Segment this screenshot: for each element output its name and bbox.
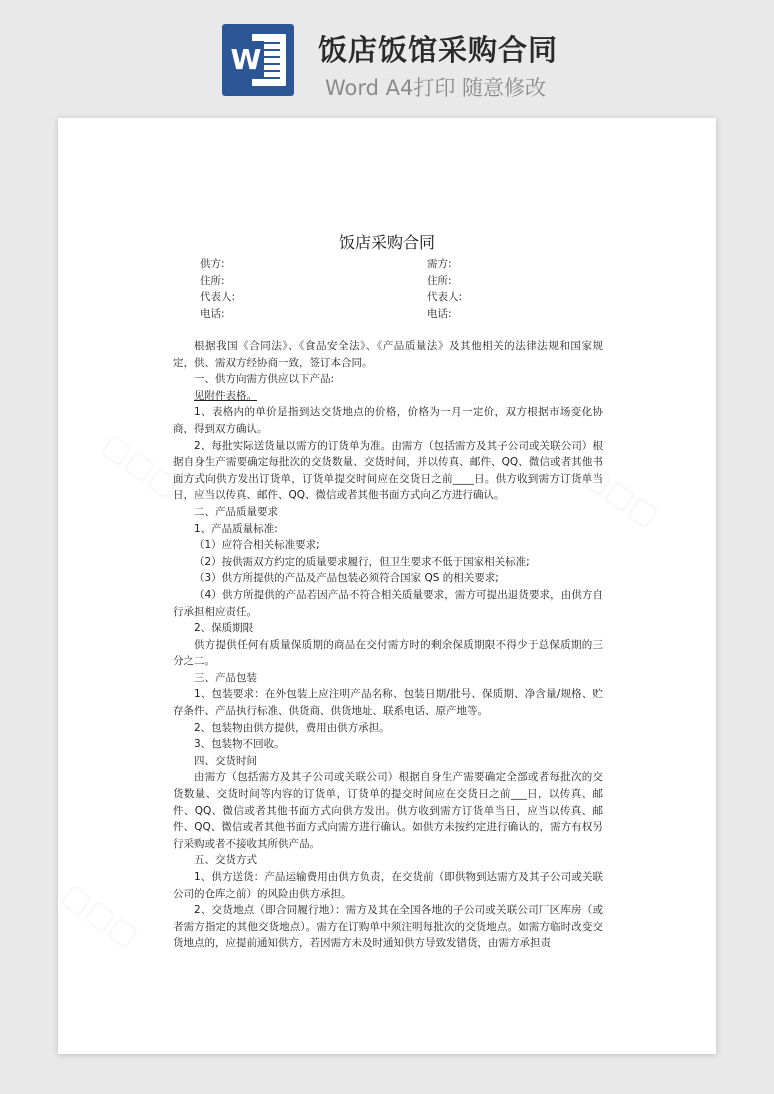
attachment-reference: 见附件表格。: [194, 389, 257, 402]
supplier-fields: [200, 256, 235, 322]
clause-paragraph: 由需方（包括需方及其子公司或关联公司）根据自身生产需要确定全部或者每批次的交货数量、交货时间等内容的订货单，订货单的提交时间应在交货日之前___日，以传真、邮件、QQ、微信或者其他书面方式向供方发出。供方收到需方订货单当日，应当以传真、邮件、QQ、微信或者其他书面方式向需方进行确认。如供方未按约定进行确认的，需方有权另行采购或者不接收其所供产品。: [173, 771, 603, 850]
page-header: [0, 0, 774, 118]
word-letter: W: [228, 41, 264, 79]
clause-paragraph: 供方提供任何有质量保质期的商品在交付需方时的剩余保质期限不得少于总保质期的三分之二。: [173, 638, 603, 668]
header-title: 饭店饭馆采购合同: [318, 33, 559, 67]
clause-paragraph: 2、每批实际送货量以需方的订货单为准。由需方（包括需方及其子公司或关联公司）根据自身生产需要确定每批次的交货数量、交货时间，并以传真、邮件、QQ、微信或者其他书面方式向供方发出订货单，订货单提交时间应在交货日之前____日。供方收到需方订货单当日，应当以传真、邮件、QQ、微信或者其他书面方式向乙方进行确认。: [173, 439, 603, 502]
contract-body: [173, 338, 603, 952]
word-icon: [222, 24, 294, 96]
section-heading: 一、供方向需方供应以下产品:: [194, 373, 335, 386]
section-heading: 二、产品质量要求: [194, 505, 278, 518]
buyer-fields: [427, 256, 462, 322]
clause-paragraph: 2、包装物由供方提供，费用由供方承担。: [194, 721, 390, 734]
clause-paragraph: 2、保质期限: [194, 622, 254, 635]
section-heading: 四、交货时间: [194, 754, 257, 767]
supplier-address-field: 住所:: [200, 274, 225, 287]
watermark: [58, 877, 145, 954]
section-heading: 五、交货方式: [194, 854, 257, 867]
clause-paragraph: 1、包装要求：在外包装上应注明产品名称、包装日期/批号、保质期、净含量/规格、贮存条件、产品执行标准、供货商、供货地址、联系电话、原产地等。: [173, 688, 603, 718]
clause-paragraph: 1、供方送货：产品运输费用由供方负责，在交货前（即供物到达需方及其子公司或关联公司的仓库之前）的风险由供方承担。: [173, 871, 603, 900]
supplier-phone-field: 电话:: [200, 307, 225, 320]
clause-paragraph: 1、产品质量标准:: [194, 522, 278, 535]
clause-paragraph: 3、包装物不回收。: [194, 738, 285, 751]
clause-paragraph: 2、交货地点（即合同履行地）：需方及其在全国各地的子公司或关联公司厂区库房（或者需方指定的其他交货地点）。需方在订购单中须注明每批次的交货地点。如需方临时改变交货地点的，应提前通知供方，若因需方未及时通知供方导致发错货，由需方承担责: [173, 904, 603, 950]
header-subtitle: Word A4打印 随意修改: [325, 76, 547, 100]
clause-item: （4）供方所提供的产品若因产品不符合相关质量要求，需方可提出退货要求，由供方自行承担相应责任。: [173, 588, 603, 618]
buyer-representative-field: 代表人:: [427, 291, 463, 303]
buyer-phone-field: 电话:: [427, 307, 452, 320]
buyer-name-field: 需方:: [427, 258, 452, 270]
section-heading: 三、产品包装: [194, 671, 257, 684]
clause-item: （1）应符合相关标准要求;: [194, 539, 320, 552]
clause-item: （3）供方所提供的产品及产品包装必须符合国家 QS 的相关要求;: [194, 572, 499, 585]
supplier-representative-field: 代表人:: [200, 291, 236, 303]
clause-item: （2）按供需双方约定的质量要求履行，但卫生要求不低于国家相关标准;: [194, 555, 530, 568]
supplier-name-field: 供方:: [200, 258, 225, 270]
clause-paragraph: 1、表格内的单价是指到达交货地点的价格，价格为一月一定价，双方根据市场变化协商，得到双方确认。: [173, 406, 603, 435]
document-title: 饭店采购合同: [338, 233, 435, 252]
document-page: [58, 118, 716, 1054]
buyer-address-field: 住所:: [427, 274, 452, 287]
preamble-paragraph: 根据我国《合同法》、《食品安全法》、《产品质量法》及其他相关的法律法规和国家规定，供、需双方经协商一致，签订本合同。: [173, 340, 603, 369]
watermark: [96, 427, 186, 504]
